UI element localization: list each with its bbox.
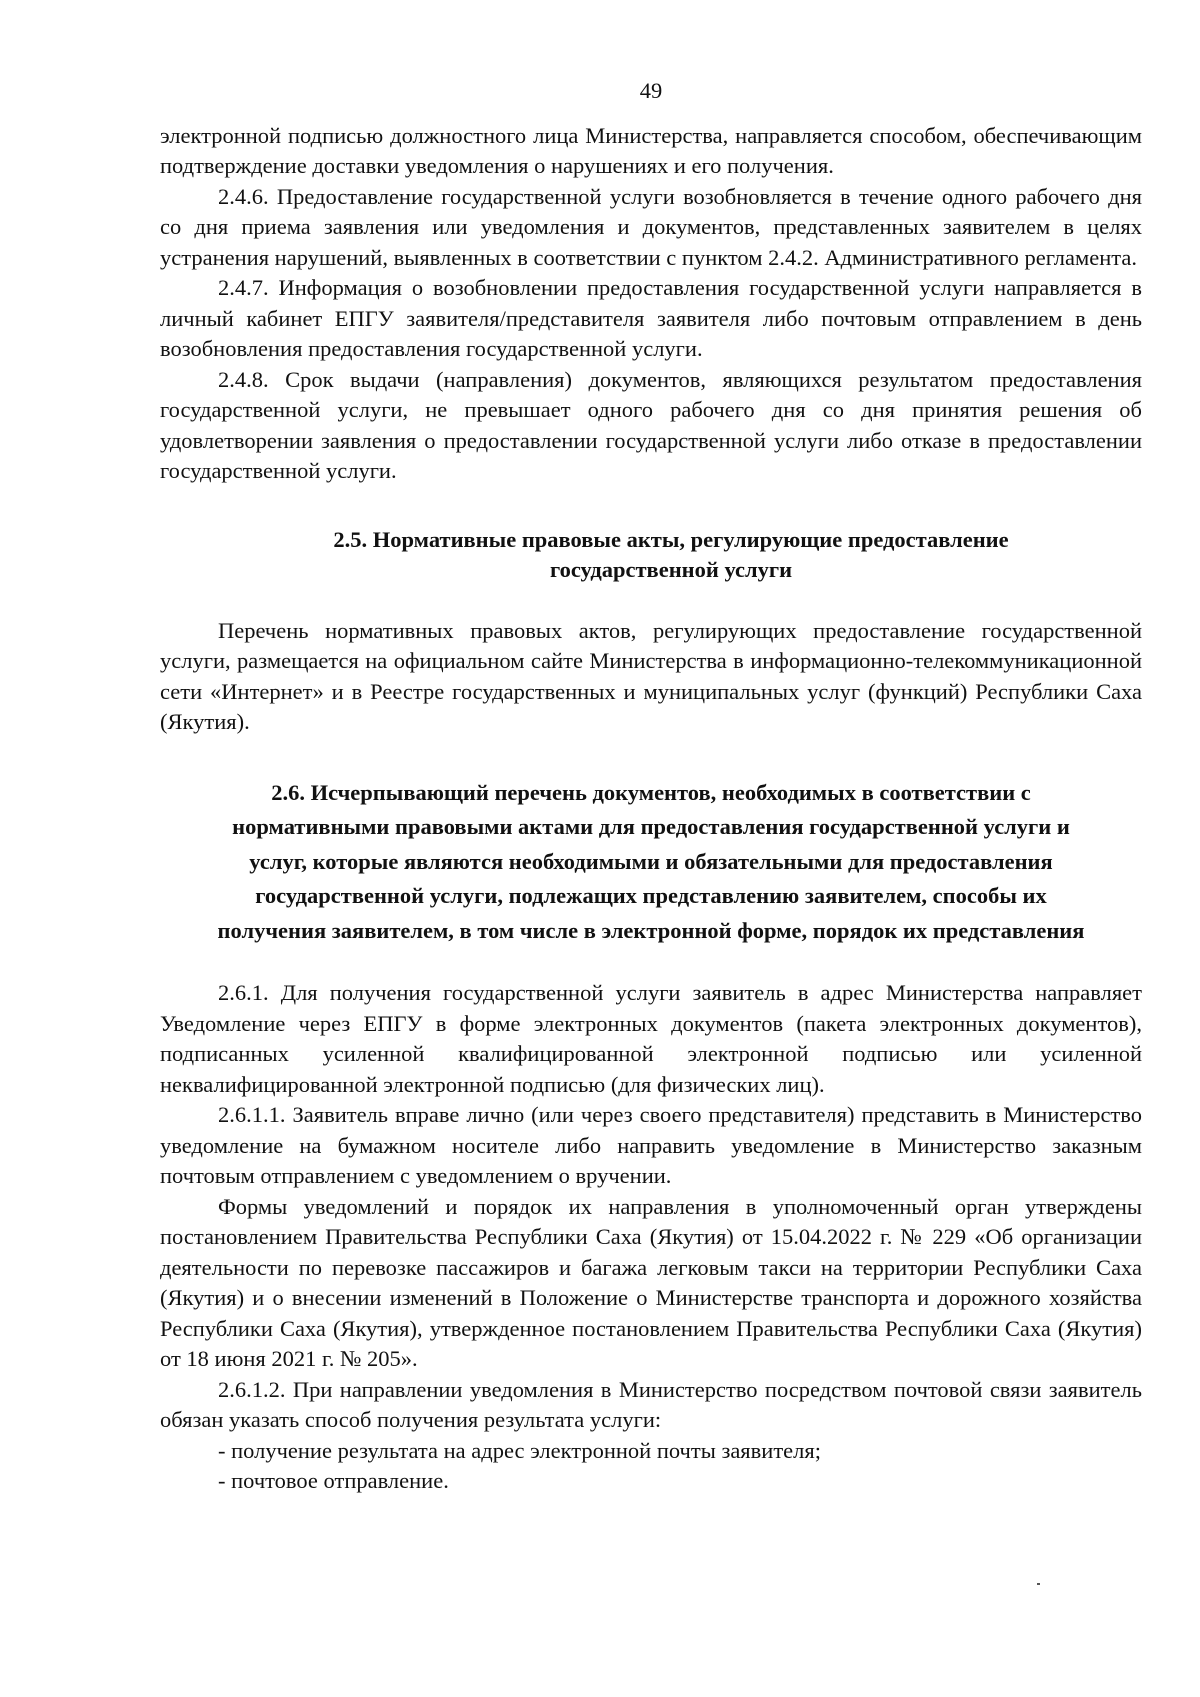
section-2-6-heading-line: услуг, которые являются необходимыми и обязательными для предоставления xyxy=(249,848,1053,874)
section-2-5-heading-line: 2.5. Нормативные правовые акты, регулирующие предоставление xyxy=(333,526,1009,552)
section-2-6-heading-line: государственной услуги, подлежащих представлению заявителем, способы их xyxy=(255,883,1047,908)
section-2-5-heading-line: государственной услуги xyxy=(549,557,793,582)
paragraph-continuation: электронной подписью должностного лица Министерства, направляется способом, обеспечивающим подтверждение доставки уведомления о нарушениях и его получения. xyxy=(160,122,1142,178)
paragraph-2-5: Перечень нормативных правовых актов, регулирующих предоставление государственной услуги, размещается на официальном сайте Министерства в информационно-телекоммуникационной сети «Интернет» и в Реестре государственных и муниципальных услуг (функций) Республики Саха (Якутия). xyxy=(160,617,1142,734)
section-2-6-heading xyxy=(160,776,1142,949)
paragraph-2-4-6: 2.4.6. Предоставление государственной услуги возобновляется в течение одного рабочего дня со дня приема заявления или уведомления и документов, представленных заявителем в целях устранения нарушений, выявленных в соответствии с пунктом 2.4.2. Административного регламента. xyxy=(160,183,1142,270)
paragraph-2-6-1: 2.6.1. Для получения государственной услуги заявитель в адрес Министерства направляет Уведомление через ЕПГУ в форме электронных документов (пакета электронных документов), подписанных усиленной квалифицированной электронной подписью или усиленной неквалифицированной электронной подписью (для физических лиц). xyxy=(160,980,1142,1097)
paragraph-2-4-7: 2.4.7. Информация о возобновлении предоставления государственной услуги направляется в личный кабинет ЕПГУ заявителя/представителя заявителя либо почтовым отправлением в день возобновления предоставления государственной услуги. xyxy=(160,275,1142,361)
paragraph-2-6-1-2: 2.6.1.2. При направлении уведомления в Министерство посредством почтовой связи заявитель обязан указать способ получения результата услуги: xyxy=(160,1376,1142,1432)
list-item: - почтовое отправление. xyxy=(218,1468,449,1493)
paragraph-2-6-1-1: 2.6.1.1. Заявитель вправе лично (или через своего представителя) представить в Министерство уведомление на бумажном носителе либо направить уведомление в Министерство заказным почтовым отправлением с уведомлением о вручении. xyxy=(160,1102,1142,1188)
section-2-5-heading xyxy=(160,525,1142,586)
page-number: 49 xyxy=(639,78,663,103)
list-item: - получение результата на адрес электронной почты заявителя; xyxy=(218,1437,821,1463)
scan-speck xyxy=(1037,1583,1040,1585)
paragraph-forms: Формы уведомлений и порядок их направления в уполномоченный орган утверждены постановлением Правительства Республики Саха (Якутия) от 15.04.2022 г. № 229 «Об организации деятельности по перевозке пассажиров и багажа легковым такси на территории Республики Саха (Якутия) и о внесении изменений в Положение о Министерстве транспорта и дорожного хозяйства Республики Саха (Якутия), утвержденное постановлением Правительства Республики Саха (Якутия) от 18 июня 2021 г. № 205». xyxy=(160,1193,1142,1371)
document-page xyxy=(160,76,1142,1497)
paragraph-2-4-8: 2.4.8. Срок выдачи (направления) документов, являющихся результатом предоставления государственной услуги, не превышает одного рабочего дня со дня принятия решения об удовлетворении заявления о предоставлении государственной услуги либо отказе в предоставлении государственной услуги. xyxy=(160,366,1142,483)
section-2-6-heading-line: получения заявителем, в том числе в электронной форме, порядок их представления xyxy=(217,917,1085,943)
section-2-6-heading-line: нормативными правовыми актами для предоставления государственной услуги и xyxy=(232,814,1070,839)
section-2-6-heading-line: 2.6. Исчерпывающий перечень документов, необходимых в соответствии с xyxy=(271,779,1031,805)
